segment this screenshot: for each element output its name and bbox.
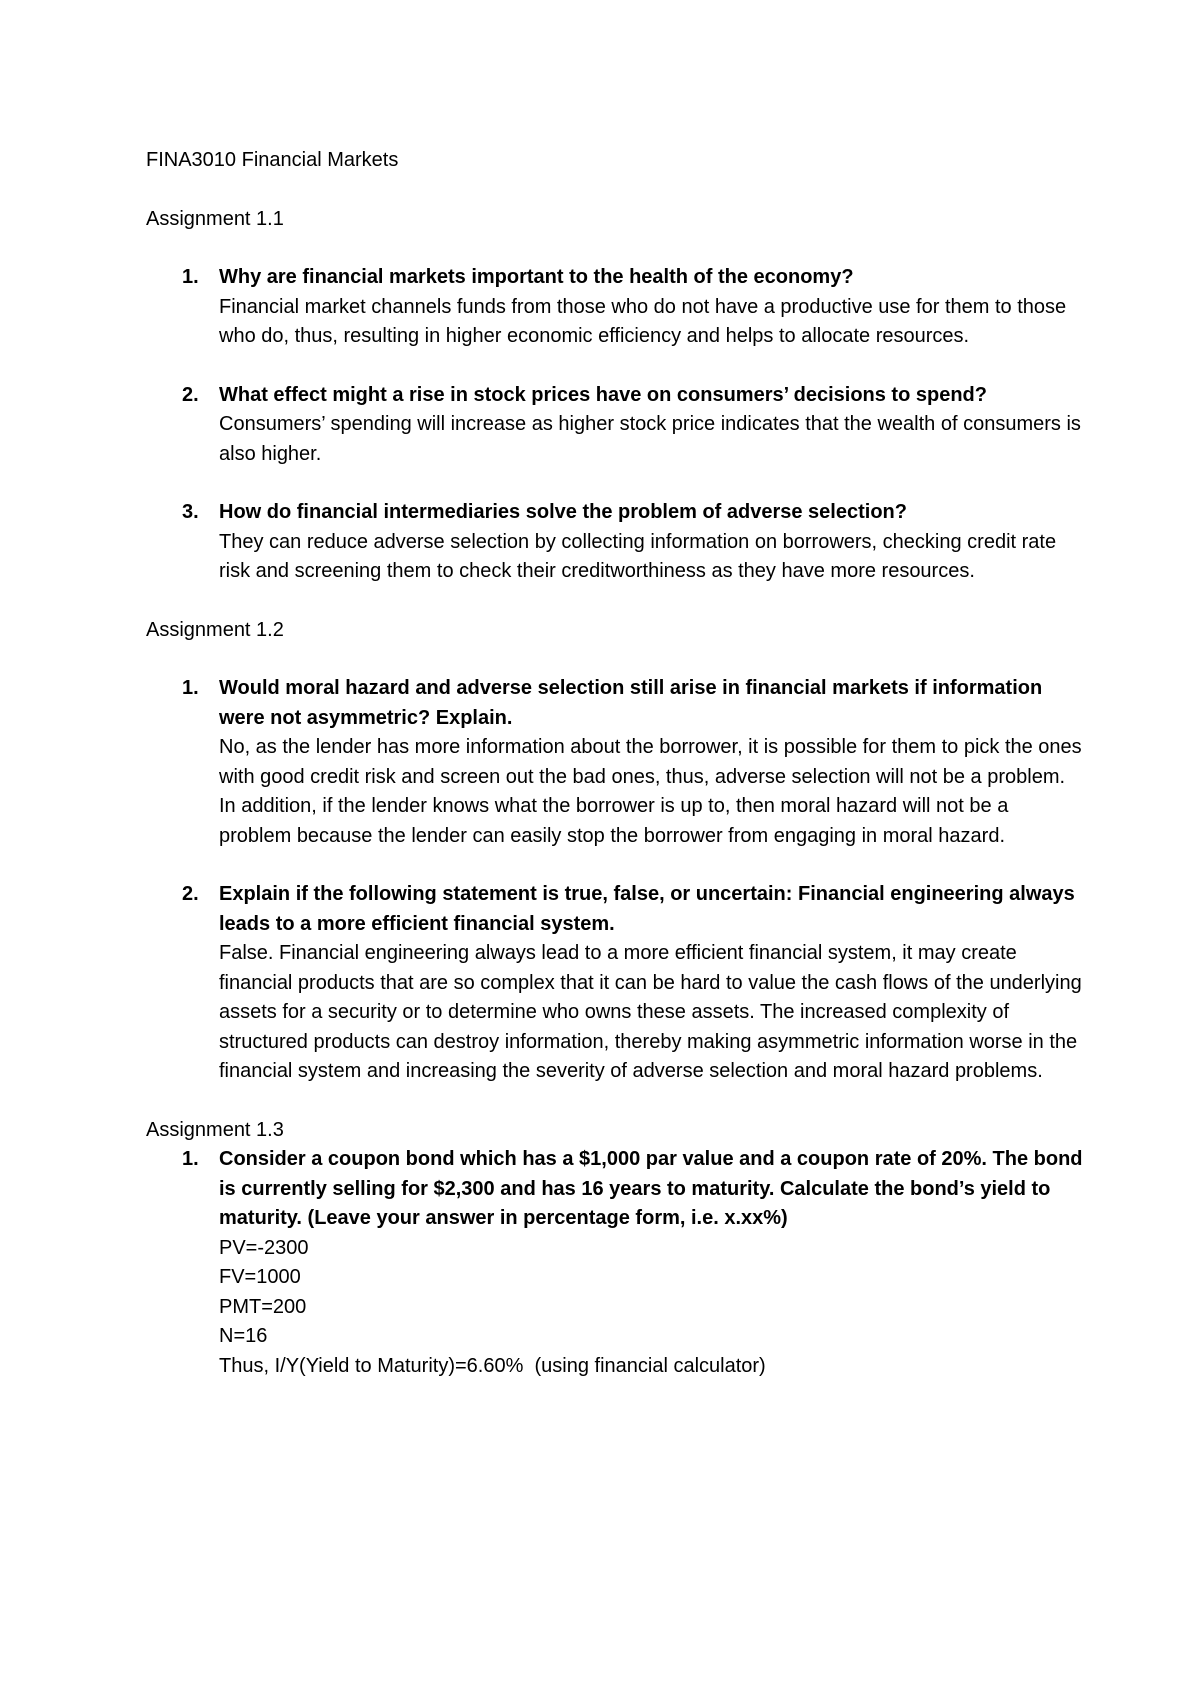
section-heading-assignment-1-2: Assignment 1.2 xyxy=(146,618,284,641)
question-list-assignment-1-3 xyxy=(146,1145,1086,1381)
question-item xyxy=(146,381,1086,470)
question-number: 2. xyxy=(182,383,199,406)
calc-present-value: PV=-2300 xyxy=(219,1236,309,1259)
question-item xyxy=(146,1145,1086,1381)
question-text: Explain if the following statement is true, false, or uncertain: Financial engineering always leads to a more efficient financial system. xyxy=(219,883,1075,935)
question-number: 2. xyxy=(182,883,199,905)
question-number: 1. xyxy=(182,677,199,699)
question-number: 3. xyxy=(182,501,199,523)
calc-payment: PMT=200 xyxy=(219,1295,307,1318)
question-item xyxy=(146,263,1086,352)
question-item xyxy=(146,880,1086,1087)
answer-text: Consumers’ spending will increase as higher stock price indicates that the wealth of consumers is also higher. xyxy=(219,413,1081,465)
document-title: FINA3010 Financial Markets xyxy=(146,149,399,171)
document-body xyxy=(146,146,1086,1410)
answer-calculation xyxy=(219,1234,1086,1382)
calc-periods: N=16 xyxy=(219,1325,268,1347)
question-text: Would moral hazard and adverse selection still arise in financial markets if information were not asymmetric? Explain. xyxy=(219,677,1043,729)
answer-text: False. Financial engineering always lead to a more efficient financial system, it may create financial products that are so complex that it can be hard to value the cash flows of the underlying assets for a security or to determine who owns these assets. The increased complexity of structured products can destroy information, thereby making asymmetric information worse in the financial system and increasing the severity of adverse selection and moral hazard problems. xyxy=(219,942,1082,1082)
question-text: Consider a coupon bond which has a $1,000 par value and a coupon rate of 20%. The bond is currently selling for $2,300 and has 16 years to maturity. Calculate the bond’s yield to maturity. (Leave your answer in percentage form, i.e. x.xx%) xyxy=(219,1148,1083,1229)
answer-text: Financial market channels funds from those who do not have a productive use for them to those who do, thus, resulting in higher economic efficiency and helps to allocate resources. xyxy=(219,295,1067,347)
question-text: Why are financial markets important to the health of the economy? xyxy=(219,266,854,288)
question-item xyxy=(146,498,1086,587)
question-number: 1. xyxy=(182,266,199,288)
question-list-assignment-1-2 xyxy=(146,674,1086,1087)
question-number: 1. xyxy=(182,1148,199,1170)
calc-result: Thus, I/Y(Yield to Maturity)=6.60% (using financial calculator) xyxy=(219,1354,766,1377)
calc-future-value: FV=1000 xyxy=(219,1266,301,1288)
question-list-assignment-1-1 xyxy=(146,263,1086,587)
answer-text: They can reduce adverse selection by collecting information on borrowers, checking credit rate risk and screening them to check their creditworthiness as they have more resources. xyxy=(219,530,1057,582)
question-item xyxy=(146,674,1086,851)
section-heading-assignment-1-1: Assignment 1.1 xyxy=(146,207,284,230)
answer-text: No, as the lender has more information about the borrower, it is possible for them to pick the ones with good credit risk and screen out the bad ones, thus, adverse selection will not be a problem. In addition, if the lender knows what the borrower is up to, then moral hazard will not be a problem because the lender can easily stop the borrower from engaging in moral hazard. xyxy=(219,736,1082,847)
question-text: How do financial intermediaries solve the problem of adverse selection? xyxy=(219,501,907,523)
section-heading-assignment-1-3: Assignment 1.3 xyxy=(146,1118,284,1141)
question-text: What effect might a rise in stock prices have on consumers’ decisions to spend? xyxy=(219,383,987,406)
